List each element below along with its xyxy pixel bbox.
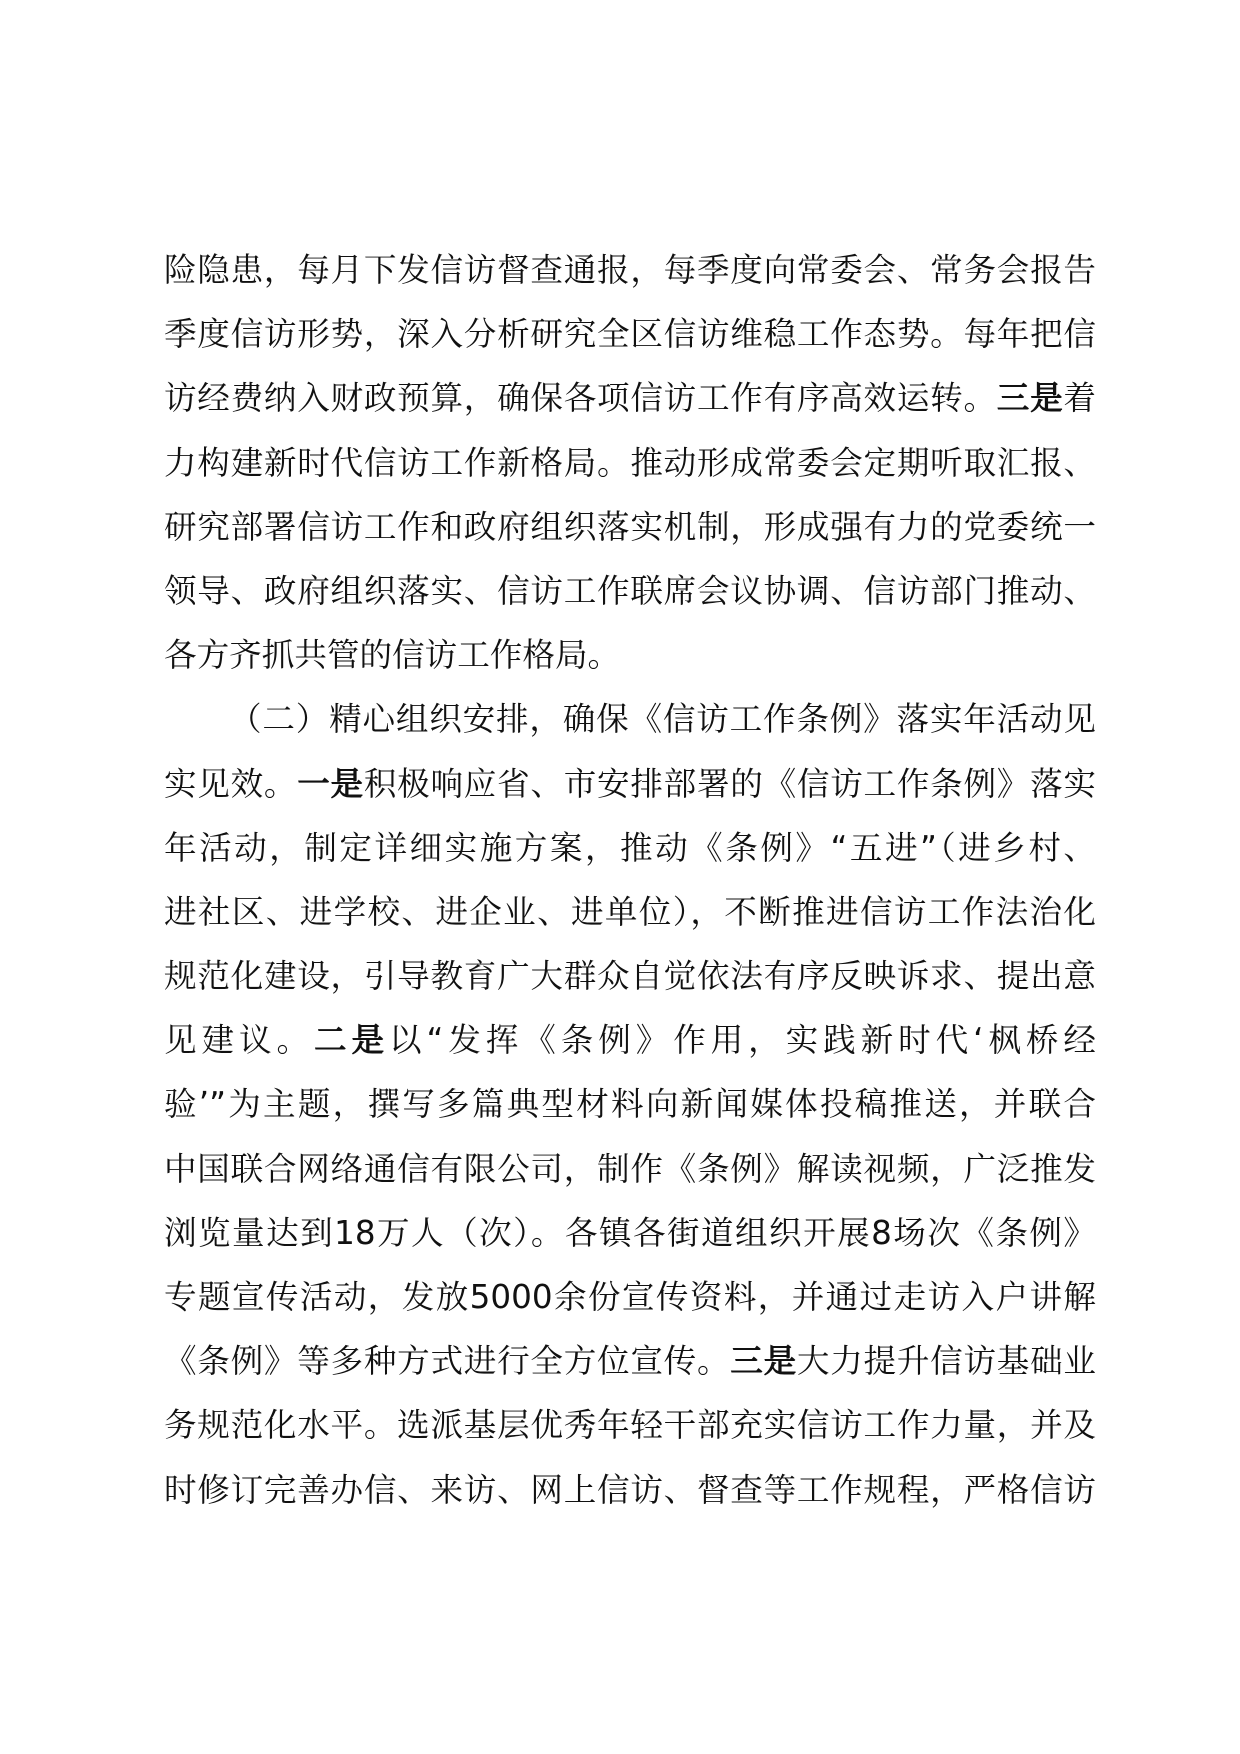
text-run: 见建议。: [164, 1021, 314, 1060]
text-run: 浏览量达到18万人（次）。各镇各街道组织开展8场次《条例》: [164, 1213, 1096, 1252]
text-run: 访经费纳入财政预算，确保各项信访工作有序高效运转。: [164, 379, 997, 418]
text-line: [164, 944, 1096, 1008]
text-line: [164, 752, 1096, 816]
text-run: 验’”为主题，撰写多篇典型材料向新闻媒体投稿推送，并联合: [164, 1085, 1096, 1124]
text-line: [164, 1072, 1096, 1136]
text-line: [164, 1201, 1096, 1265]
paragraph: [164, 687, 1096, 1521]
text-run: 季度信访形势，深入分析研究全区信访维稳工作态势。每年把信: [164, 315, 1096, 354]
bold-marker: 一是: [297, 764, 364, 803]
text-run: 中国联合网络通信有限公司，制作《条例》解读视频，广泛推发: [164, 1149, 1096, 1188]
text-line: [164, 238, 1096, 302]
text-run: 进社区、进学校、进企业、进单位），不断推进信访工作法治化: [164, 892, 1096, 931]
bold-marker: 三是: [996, 379, 1064, 418]
text-line: [164, 302, 1096, 366]
text-line: [164, 816, 1096, 880]
text-line: [164, 623, 1096, 687]
text-run: 研究部署信访工作和政府组织落实机制，形成强有力的党委统一: [164, 507, 1096, 546]
text-run: 时修订完善办信、来访、网上信访、督查等工作规程，严格信访: [164, 1470, 1096, 1509]
text-run: 领导、政府组织落实、信访工作联席会议协调、信访部门推动、: [164, 571, 1096, 610]
text-run: 险隐患，每月下发信访督查通报，每季度向常委会、常务会报告: [164, 251, 1096, 289]
text-line: [164, 1008, 1096, 1072]
paragraph: [164, 238, 1096, 687]
text-line: [164, 1393, 1096, 1457]
bold-marker: 三是: [730, 1342, 797, 1381]
text-line: [164, 431, 1096, 495]
text-run: 专题宣传活动，发放5000余份宣传资料，并通过走访入户讲解: [164, 1278, 1096, 1316]
text-run: 年活动，制定详细实施方案，推动《条例》“五进”（进乡村、: [164, 828, 1096, 867]
text-run: 以“发挥《条例》作用，实践新时代‘枫桥经: [388, 1021, 1096, 1060]
text-line: [164, 1137, 1096, 1201]
text-line: [164, 1265, 1096, 1329]
text-line: [164, 1458, 1096, 1522]
text-run: 力构建新时代信访工作新格局。推动形成常委会定期听取汇报、: [164, 443, 1096, 482]
text-line: [164, 366, 1096, 430]
bold-marker: 二是: [313, 1021, 389, 1060]
text-line: [164, 559, 1096, 623]
text-line: [164, 495, 1096, 559]
text-run: 《条例》等多种方式进行全方位宣传。: [164, 1342, 731, 1381]
text-run: （二）精心组织安排，确保《信访工作条例》落实年活动见: [229, 700, 1096, 739]
text-run: 大力提升信访基础业: [796, 1342, 1096, 1381]
text-run: 着: [1063, 379, 1096, 418]
text-line: [164, 1329, 1096, 1393]
text-run: 实见效。: [164, 764, 298, 803]
text-line: [164, 687, 1096, 751]
text-line: [164, 880, 1096, 944]
text-run: 务规范化水平。选派基层优秀年轻干部充实信访工作力量，并及: [164, 1406, 1096, 1445]
body-text: [164, 238, 1096, 1522]
text-run: 积极响应省、市安排部署的《信访工作条例》落实: [363, 764, 1096, 803]
text-run: 规范化建设，引导教育广大群众自觉依法有序反映诉求、提出意: [164, 957, 1096, 996]
text-run: 各方齐抓共管的信访工作格局。: [164, 636, 621, 675]
